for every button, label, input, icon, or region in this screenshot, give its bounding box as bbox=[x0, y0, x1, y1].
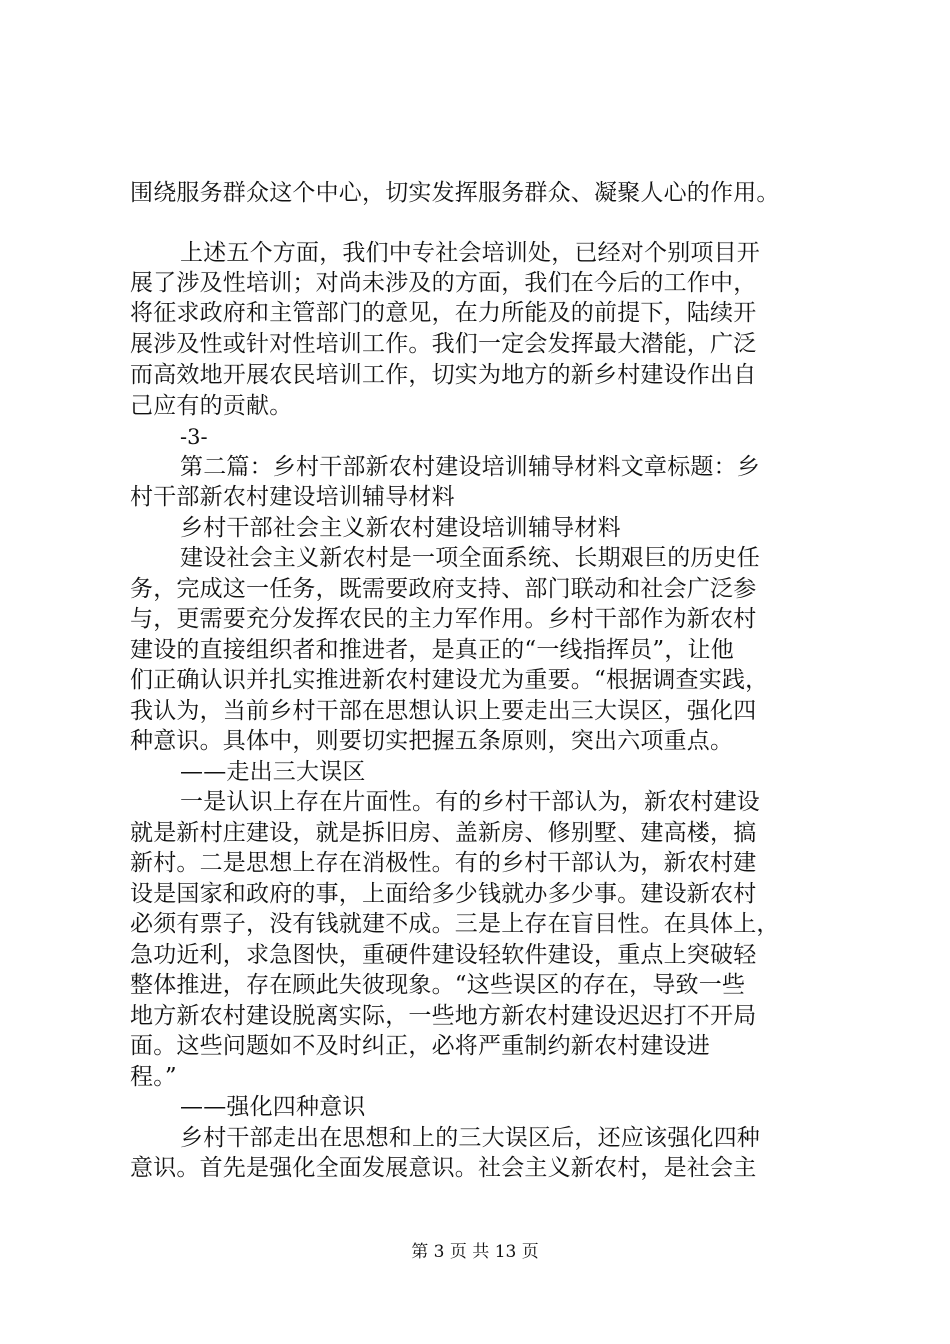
page-footer: 第 3 页 共 13 页 bbox=[411, 1242, 539, 1262]
text-line: 程。” bbox=[130, 1064, 177, 1090]
chapter-heading-line: 第二篇：乡村干部新农村建设培训辅导材料文章标题：乡 bbox=[180, 454, 760, 480]
section-heading: ——强化四种意识 bbox=[180, 1094, 366, 1120]
text-line: 必须有票子，没有钱就建不成。三是上存在盲目性。在具体上， bbox=[130, 911, 780, 937]
text-line: 将征求政府和主管部门的意见，在力所能及的前提下，陆续开 bbox=[130, 300, 757, 326]
paragraph-start-line: 建设社会主义新农村是一项全面系统、长期艰巨的历史任 bbox=[180, 545, 760, 571]
text-line: 地方新农村建设脱离实际，一些地方新农村建设迟迟打不开局 bbox=[130, 1003, 757, 1029]
text-line: 围绕服务群众这个中心，切实发挥服务群众、凝聚人心的作用。 bbox=[130, 180, 780, 206]
text-line: 种意识。具体中，则要切实把握五条原则，突出六项重点。 bbox=[130, 728, 734, 754]
text-line: 展涉及性或针对性培训工作。我们一定会发挥最大潜能，广泛 bbox=[130, 331, 757, 357]
text-line: 己应有的贡献。 bbox=[130, 393, 293, 419]
text-line: 面。这些问题如不及时纠正，必将严重制约新农村建设进 bbox=[130, 1033, 710, 1059]
text-line: 设是国家和政府的事，上面给多少钱就办多少事。建设新农村 bbox=[130, 881, 757, 907]
paragraph-start-line: 上述五个方面，我们中专社会培训处，已经对个别项目开 bbox=[180, 240, 760, 266]
paragraph-start-line: 乡村干部走出在思想和上的三大误区后，还应该强化四种 bbox=[180, 1125, 760, 1151]
chapter-heading-line: 村干部新农村建设培训辅导材料 bbox=[130, 484, 455, 510]
text-line: 建设的直接组织者和推进者，是真正的“一线指挥员”，让他 bbox=[130, 637, 734, 663]
text-line: 新村。二是思想上存在消极性。有的乡村干部认为，新农村建 bbox=[130, 850, 757, 876]
text-line: 务，完成这一任务，既需要政府支持、部门联动和社会广泛参 bbox=[130, 576, 757, 602]
paragraph-start-line: 一是认识上存在片面性。有的乡村干部认为，新农村建设 bbox=[180, 789, 760, 815]
text-line: 我认为，当前乡村干部在思想认识上要走出三大误区，强化四 bbox=[130, 698, 757, 724]
text-line: 就是新村庄建设，就是拆旧房、盖新房、修别墅、建高楼，搞 bbox=[130, 820, 757, 846]
text-line: 意识。首先是强化全面发展意识。社会主义新农村，是社会主 bbox=[130, 1155, 757, 1181]
text-line: 而高效地开展农民培训工作，切实为地方的新乡村建设作出自 bbox=[130, 362, 757, 388]
inline-page-number: -3- bbox=[180, 425, 208, 449]
text-line: 们正确认识并扎实推进新农村建设尤为重要。“根据调查实践， bbox=[130, 667, 769, 693]
text-line: 展了涉及性培训；对尚未涉及的方面，我们在今后的工作中， bbox=[130, 270, 757, 296]
document-title: 乡村干部社会主义新农村建设培训辅导材料 bbox=[180, 515, 621, 541]
text-line: 急功近利，求急图快，重硬件建设轻软件建设，重点上突破轻 bbox=[130, 942, 757, 968]
section-heading: ——走出三大误区 bbox=[180, 759, 366, 785]
text-line: 与，更需要充分发挥农民的主力军作用。乡村干部作为新农村 bbox=[130, 606, 757, 632]
text-line: 整体推进，存在顾此失彼现象。“这些误区的存在，导致一些 bbox=[130, 972, 746, 998]
